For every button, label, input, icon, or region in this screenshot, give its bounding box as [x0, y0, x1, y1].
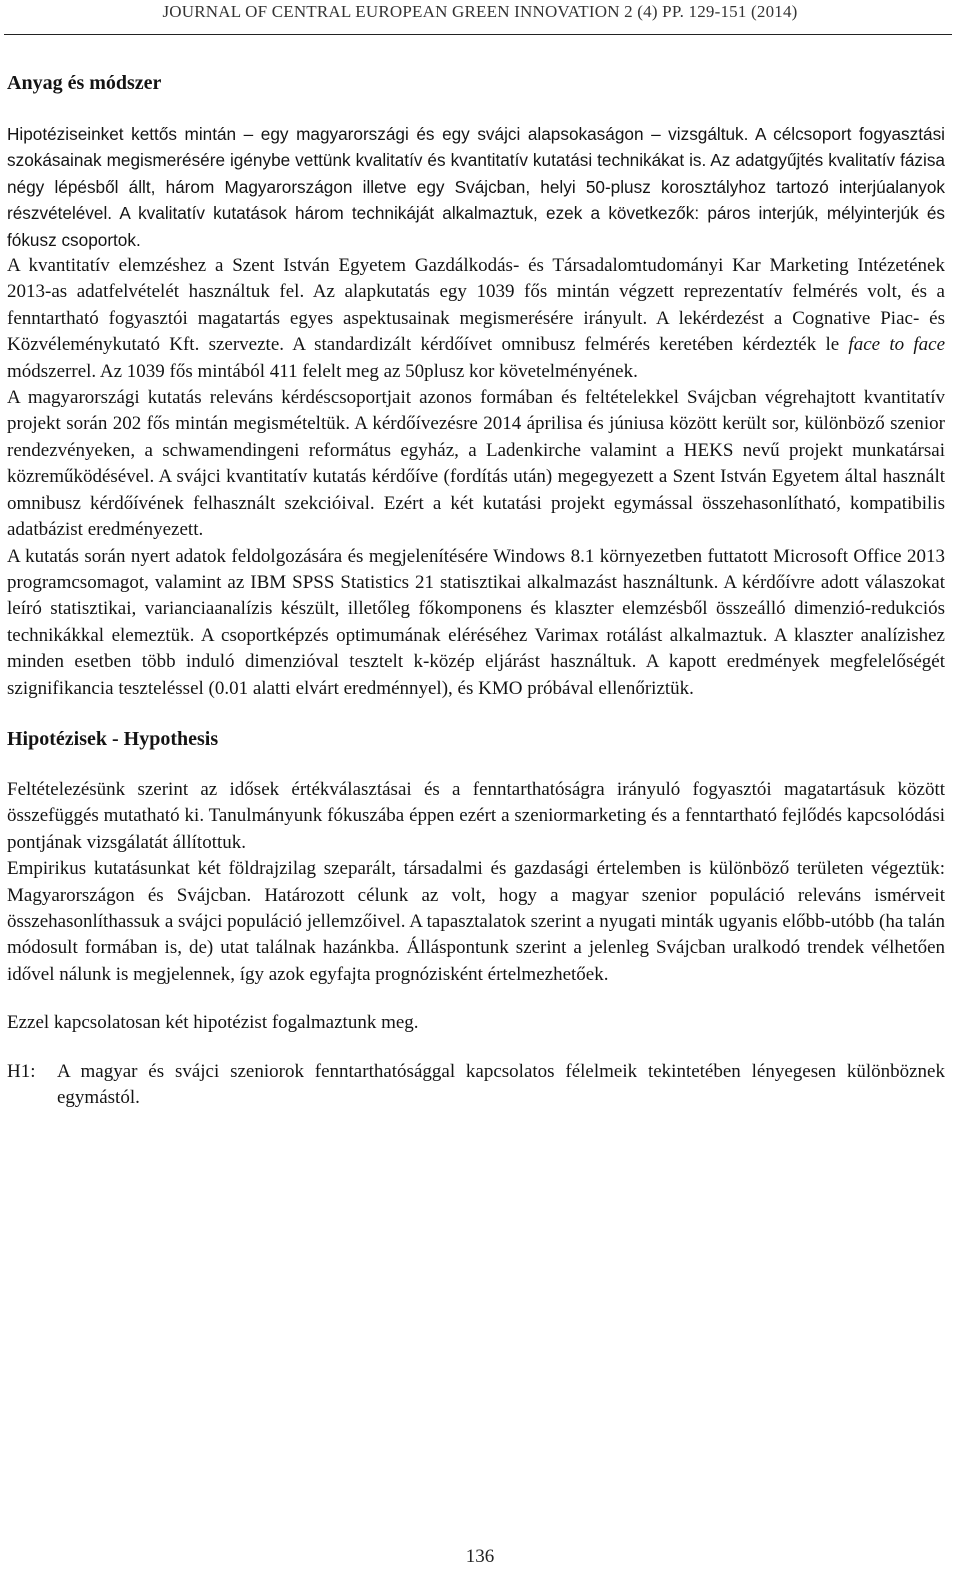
italic-phrase: face to face	[848, 334, 945, 356]
spacer	[7, 753, 945, 777]
running-header: JOURNAL OF CENTRAL EUROPEAN GREEN INNOVATION 2 (4) PP. 129-151 (2014)	[162, 2, 798, 21]
paragraph-text: módszerrel. Az 1039 fős mintából 411 felelt meg az 50plusz kor követelményének.	[7, 360, 638, 382]
paragraph-quantitative-switzerland: A magyarországi kutatás releváns kérdéscsoportjait azonos formában és feltételekkel Svájcban végrehajtott kvantitatív projekt során 202 fős mintán megismételtük. A kérdőívezésre 2014 áprilisa és júniusa között került sor, különböző szenior rendezvényeken, a schwamendingeni református egyház, a Ladenkirche valamint a HEKS nevű projekt munkatársai közreműködésével. A svájci kvantitatív kutatás kérdőíve (fordítás után) megegyezett a Szent István Egyetem által használt omnibusz kérdőívének felhasznált szekcióival. Ezért a két kutatási projekt egymással összehasonlítható, kompatibilis adatbázist eredményezett.	[7, 387, 945, 541]
spacer	[7, 702, 945, 726]
paragraph-methods-intro: Hipotéziseinket kettős mintán – egy magyarországi és egy svájci alapsokaságon – vizsgáltuk. A célcsoport fogyasztási szokásainak megismerésére igénybe vettünk kvalitatív és kvantitatív kutatási technikákat is. Az adatgyűjtés kvalitatív fázisa négy lépésből állt, három Magyarországon illetve egy Svájcban, helyi 50-plusz korosztályhoz tartozó interjúalanyok részvételével. A kvalitatív kutatások három technikáját alkalmaztuk, ezek a következők: páros interjúk, mélyinterjúk és fókusz csoportok.	[7, 124, 945, 250]
paragraph-data-processing: A kutatás során nyert adatok feldolgozására és megjelenítésére Windows 8.1 környezetben futtatott Microsoft Office 2013 programcsomagot, valamint az IBM SPSS Statistics 21 statisztikai alkalmazást használtunk. A kérdőívre adott válaszokat leíró statisztikai, varianciaanalízis készült, illetőleg főkomponens és klaszter elemzésből összeálló dimenzió-redukciós technikákkal elemeztük. A csoportképzés optimumának eléréséhez Varimax rotálást alkalmaztuk. A klaszter analízishez minden esetben több induló dimenzióval tesztelt k-közép eljárást használtuk. A kapott eredmények megfelelőségét szignifikancia teszteléssel (0.01 alatti elvárt eredménnyel), és KMO próbával ellenőriztük.	[7, 545, 945, 699]
hypothesis-text: A magyar és svájci szeniorok fenntarthatósággal kapcsolatos félelmeik tekintetében lényegesen különböznek egymástól.	[57, 1060, 945, 1108]
paragraph-text: A kvantitatív elemzéshez a Szent István Egyetem Gazdálkodás- és Társadalomtudományi Kar Marketing Intézetének 2013-as adatfelvételét használtuk fel. Az alapkutatás egy 1039 fős mintán végzett reprezentatív felmérés volt, és a fenntartható fogyasztói magatartás egyes aspektusainak megismerésére irányult. A lekérdezést a Cognative Piac- és Közvéleménykutató Kft. szervezte. A standardizált kérdőívet omnibusz felmérés keretében kérdezték le	[7, 255, 945, 356]
spacer	[7, 97, 945, 121]
paragraph-empirical-research: Empirikus kutatásunkat két földrajzilag szeparált, társadalmi és gazdasági értelemben is különböző területen végeztük: Magyarországon és Svájcban. Határozott célunk az volt, hogy a magyar szenior populáció releváns ismérveit összehasonlíthassuk a svájci populáció jellemzőivel. A tapasztalatok szerint a nyugati minták ugyanis előbb-utóbb (ha talán módosult formában is, de) utat találnak hazánkba. Álláspontunk szerint a jelenleg Svájcban uralkodó trendek vélhetően idővel nálunk is megjelennek, így azok egyfajta prognózisként értelmezhetőek.	[7, 858, 945, 985]
section-heading-hypotheses: Hipotézisek - Hypothesis	[7, 727, 219, 750]
hypothesis-label: H1:	[7, 1060, 36, 1082]
paragraph-quantitative-hungary	[7, 253, 945, 385]
page-number: 136	[465, 1546, 495, 1567]
article-body	[7, 70, 945, 1111]
paragraph-hypotheses-intro: Ezzel kapcsolatosan két hipotézist fogalmaztunk meg.	[7, 1012, 419, 1034]
section-heading-methods: Anyag és módszer	[7, 72, 162, 94]
paragraph-assumption: Feltételezésünk szerint az idősek értékválasztásai és a fenntarthatóságra irányuló fogyasztói magatartásuk között összefüggés mutatható ki. Tanulmányunk fókuszába éppen ezért a szeniormarketing és a fenntartható fejlődés kapcsolódási pontjának vizsgálatát állítottuk.	[7, 778, 945, 853]
spacer	[7, 988, 945, 1010]
spacer	[7, 1037, 945, 1059]
header-rule	[4, 34, 952, 35]
hypothesis-h1	[7, 1059, 945, 1112]
